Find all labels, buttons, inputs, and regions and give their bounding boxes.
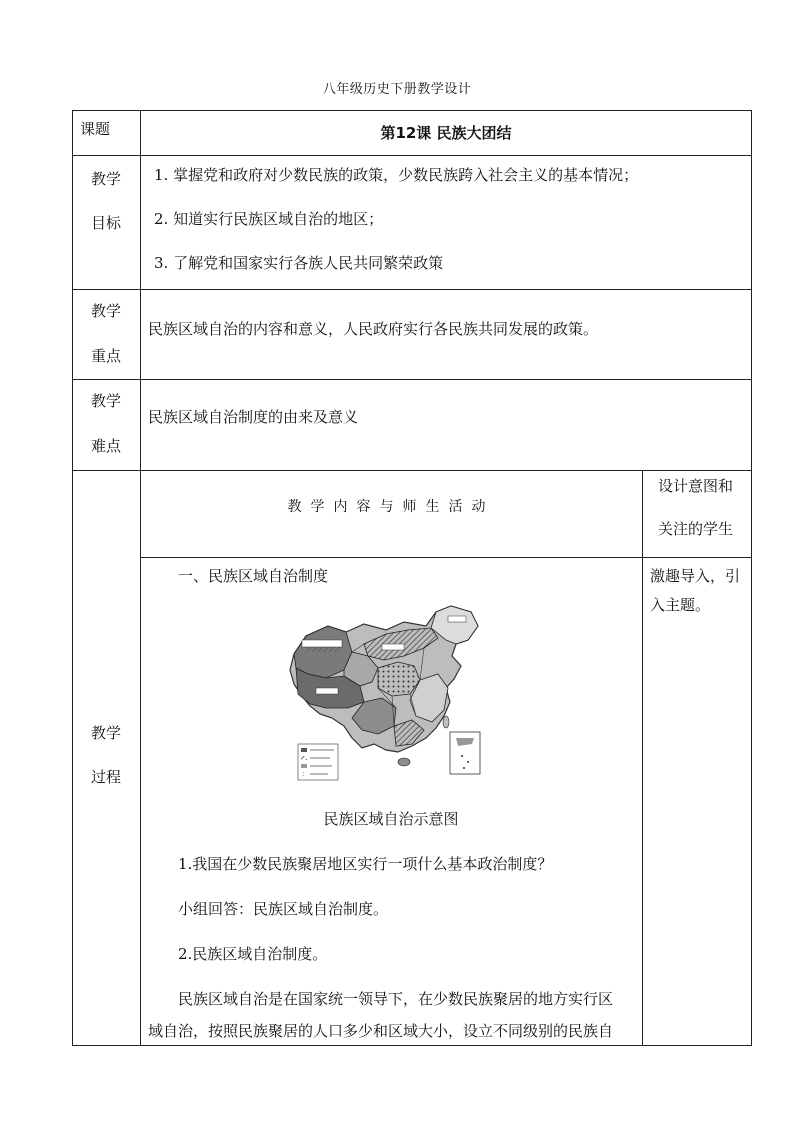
process-label-line1: 教学 xyxy=(90,724,121,742)
objective-item: 1. 掌握党和政府对少数民族的政策，少数民族跨入社会主义的基本情况； xyxy=(154,166,639,184)
column-divider xyxy=(140,110,141,1046)
row-divider xyxy=(72,155,752,156)
key-points-text: 民族区域自治的内容和意义，人民政府实行各民族共同发展的政策。 xyxy=(148,320,599,338)
objectives-label-line1: 教学 xyxy=(90,170,121,188)
question-1: 1.我国在少数民族聚居地区实行一项什么基本政治制度？ xyxy=(178,855,553,873)
table-border-top xyxy=(72,110,752,111)
map-caption: 民族区域自治示意图 xyxy=(323,810,459,828)
difficulties-label-line2: 难点 xyxy=(90,437,121,455)
objective-item: 2. 知道实行民族区域自治的地区； xyxy=(154,210,384,228)
table-border-left xyxy=(72,110,73,1046)
process-subheader-divider xyxy=(140,557,752,558)
row-divider xyxy=(72,470,752,471)
table-border-bottom xyxy=(72,1045,752,1046)
point-2-heading: 2.民族区域自治制度。 xyxy=(178,945,328,963)
difficulties-label-line1: 教学 xyxy=(90,392,121,410)
objective-item: 3. 了解党和国家实行各族人民共同繁荣政策 xyxy=(154,254,444,272)
row-divider xyxy=(72,379,752,380)
key-points-label-line1: 教学 xyxy=(90,302,121,320)
intent-header-line1: 设计意图和 xyxy=(658,477,734,495)
intent-column-divider xyxy=(642,470,643,1046)
intent-header-line2: 关注的学生 xyxy=(658,520,734,538)
paragraph-line: 民族区域自治是在国家统一领导下，在少数民族聚居的地方实行区 xyxy=(178,990,614,1008)
content-activities-header: 教学内容与师生活动 xyxy=(287,499,495,515)
section-title: 一、民族区域自治制度 xyxy=(178,567,329,585)
document-header: 八年级历史下册教学设计 xyxy=(322,82,472,97)
objectives-label-line2: 目标 xyxy=(90,214,121,232)
difficulties-text: 民族区域自治制度的由来及意义 xyxy=(148,408,359,426)
lesson-title: 第12课 民族大团结 xyxy=(380,124,512,142)
intent-text-line2: 入主题。 xyxy=(650,596,711,614)
china-map-illustration xyxy=(286,604,486,789)
table-border-right xyxy=(751,110,752,1046)
row-divider xyxy=(72,289,752,290)
lesson-plan-table xyxy=(72,110,752,1046)
process-label-line2: 过程 xyxy=(90,768,121,786)
key-points-label-line2: 重点 xyxy=(90,347,121,365)
lesson-label: 课题 xyxy=(80,120,111,138)
paragraph-line: 域自治，按照民族聚居的人口多少和区域大小，设立不同级别的民族自 xyxy=(148,1022,614,1040)
intent-text-line1: 激趣导入，引 xyxy=(650,567,741,585)
group-answer: 小组回答：民族区域自治制度。 xyxy=(178,900,389,918)
autonomous-regions-map xyxy=(286,604,486,789)
